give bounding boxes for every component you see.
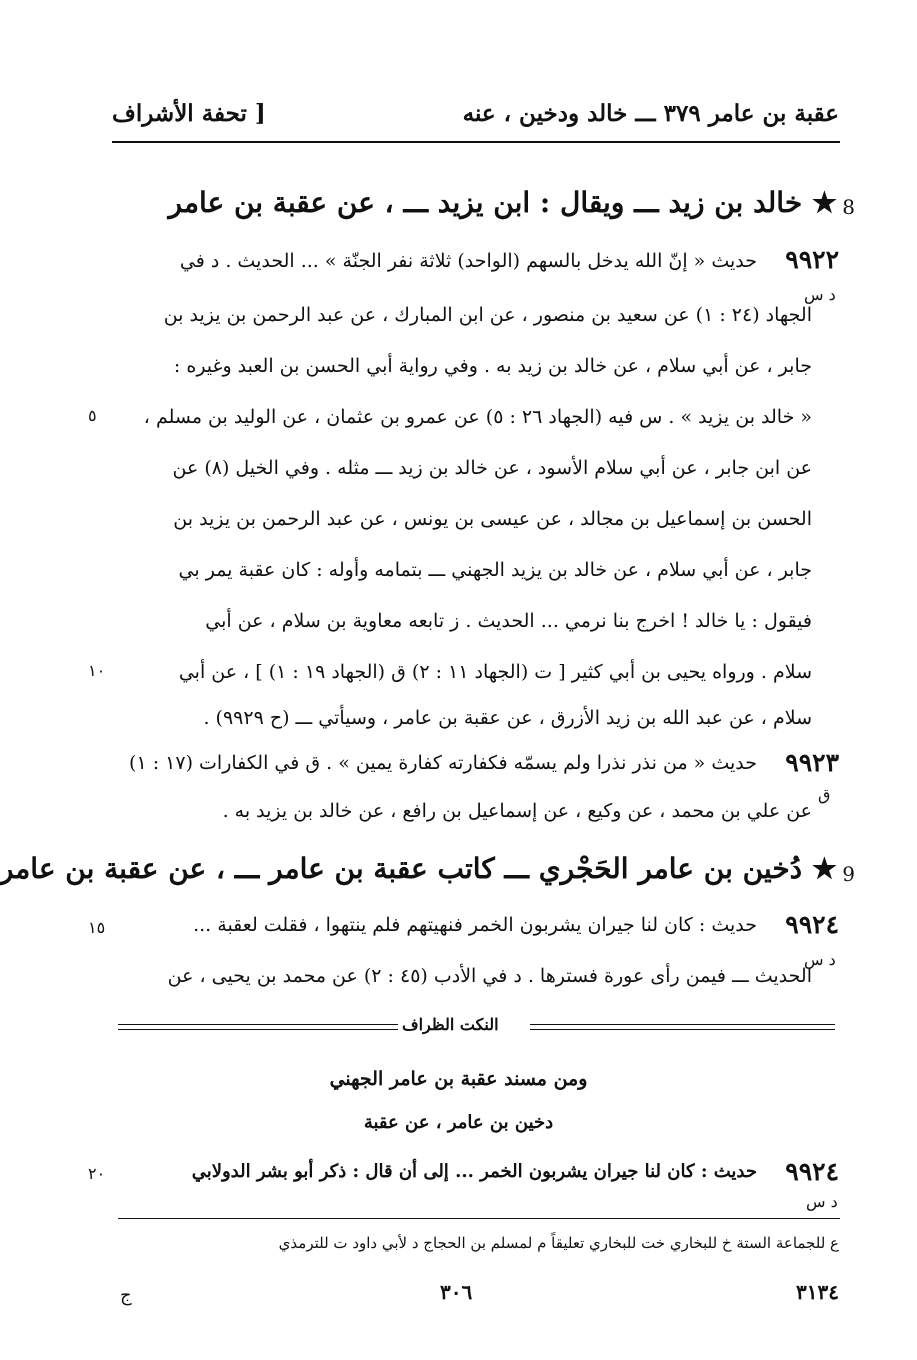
footnote-rule	[118, 1218, 840, 1219]
hadith-number: ٩٩٢٤	[785, 1157, 839, 1186]
line-marker: ٢٠	[88, 1164, 106, 1183]
page-number: ٣٠٦	[440, 1280, 473, 1304]
hadith-line: حديث : كان لنا جيران يشربون الخمر فنهيتهم فلم ينتهوا ، فقلت لعقبة ...	[193, 914, 757, 936]
margin-sigla: د س	[804, 950, 836, 969]
page-code: ٣١٣٤	[796, 1280, 839, 1304]
running-header-left: [ تحفة الأشراف	[112, 100, 266, 127]
entry-title: ★ دُخين بن عامر الحَجْري ـــ كاتب عقبة بن عامر ـــ ، عن عقبة بن عامر	[0, 852, 837, 885]
hadith-line: عن ابن جابر ، عن أبي سلام الأسود ، عن خالد بن زيد ـــ مثله . وفي الخيل (٨) عن	[172, 457, 812, 479]
hadith-line: حديث « إنّ الله يدخل بالسهم (الواحد) ثلاثة نفر الجنّة » ... الحديث . د في	[179, 250, 757, 272]
margin-sigla: د س	[806, 1192, 838, 1211]
divider-line-right	[530, 1024, 835, 1025]
line-marker: ٥	[88, 406, 97, 425]
entry-number: 8	[842, 195, 855, 219]
divider-line-left	[118, 1029, 398, 1030]
hadith-number: ٩٩٢٢	[785, 245, 839, 274]
hadith-line: سلام ، عن عبد الله بن زيد الأزرق ، عن عقبة بن عامر ، وسيأتي ـــ (ح ٩٩٢٩) .	[203, 707, 812, 729]
nukat-label: النكت الظراف	[402, 1015, 499, 1034]
hadith-number: ٩٩٢٤	[785, 910, 839, 939]
nukat-subheading: ومن مسند عقبة بن عامر الجهني	[329, 1068, 588, 1090]
entry-title: ★ خالد بن زيد ـــ ويقال : ابن يزيد ـــ ، عن عقبة بن عامر	[168, 186, 837, 219]
line-marker: ١٥	[88, 918, 106, 937]
volume-mark: ج	[120, 1285, 132, 1306]
nukat-subheading: دخين بن عامر ، عن عقبة	[363, 1112, 554, 1133]
divider-line-left	[118, 1024, 398, 1025]
divider-line-right	[530, 1029, 835, 1030]
running-header-right: عقبة بن عامر ٣٧٩ ـــ خالد ودخين ، عنه	[462, 100, 839, 127]
hadith-line: الجهاد (٢٤ : ١) عن سعيد بن منصور ، عن ابن المبارك ، عن عبد الرحمن بن يزيد بن	[163, 304, 812, 326]
hadith-line: الحسن بن إسماعيل بن مجالد ، عن عيسى بن يونس ، عن عبد الرحمن بن يزيد بن	[173, 508, 812, 530]
margin-sigla: ق	[818, 785, 831, 804]
margin-sigla: د س	[804, 285, 836, 304]
line-marker: ١٠	[88, 661, 106, 680]
hadith-line: جابر ، عن أبي سلام ، عن خالد بن زيد به . وفي رواية أبي الحسن بن العبد وغيره :	[173, 355, 812, 377]
header-rule	[112, 141, 840, 143]
abbreviation-key: ع للجماعة الستة خ للبخاري خت للبخاري تعليقاً م لمسلم بن الحجاج د لأبي داود ت للترمذي	[278, 1234, 839, 1252]
hadith-number: ٩٩٢٣	[785, 748, 839, 777]
hadith-line: عن علي بن محمد ، عن وكيع ، عن إسماعيل بن رافع ، عن خالد بن يزيد به .	[222, 800, 812, 822]
nukat-hadith: حديث : كان لنا جيران يشربون الخمر ... إلى أن قال : ذكر أبو بشر الدولابي	[191, 1161, 757, 1182]
entry-number: 9	[842, 862, 855, 886]
hadith-line: « خالد بن يزيد » . س فيه (الجهاد ٢٦ : ٥) عن عمرو بن عثمان ، عن الوليد بن مسلم ،	[143, 406, 812, 428]
hadith-line: جابر ، عن أبي سلام ، عن خالد بن يزيد الجهني ـــ بتمامه وأوله : كان عقبة يمر بي	[178, 559, 812, 581]
hadith-line: الحديث ـــ فيمن رأى عورة فسترها . د في الأدب (٤٥ : ٢) عن محمد بن يحيى ، عن	[167, 965, 812, 987]
hadith-line: سلام . ورواه يحيى بن أبي كثير [ ت (الجهاد ١١ : ٢) ق (الجهاد ١٩ : ١) ] ، عن أبي	[178, 661, 812, 683]
hadith-line: حديث « من نذر نذرا ولم يسمّه فكفارته كفارة يمين » . ق في الكفارات (١٧ : ١)	[129, 752, 757, 774]
hadith-line: فيقول : يا خالد ! اخرج بنا نرمي ... الحديث . ز تابعه معاوية بن سلام ، عن أبي	[205, 610, 812, 632]
